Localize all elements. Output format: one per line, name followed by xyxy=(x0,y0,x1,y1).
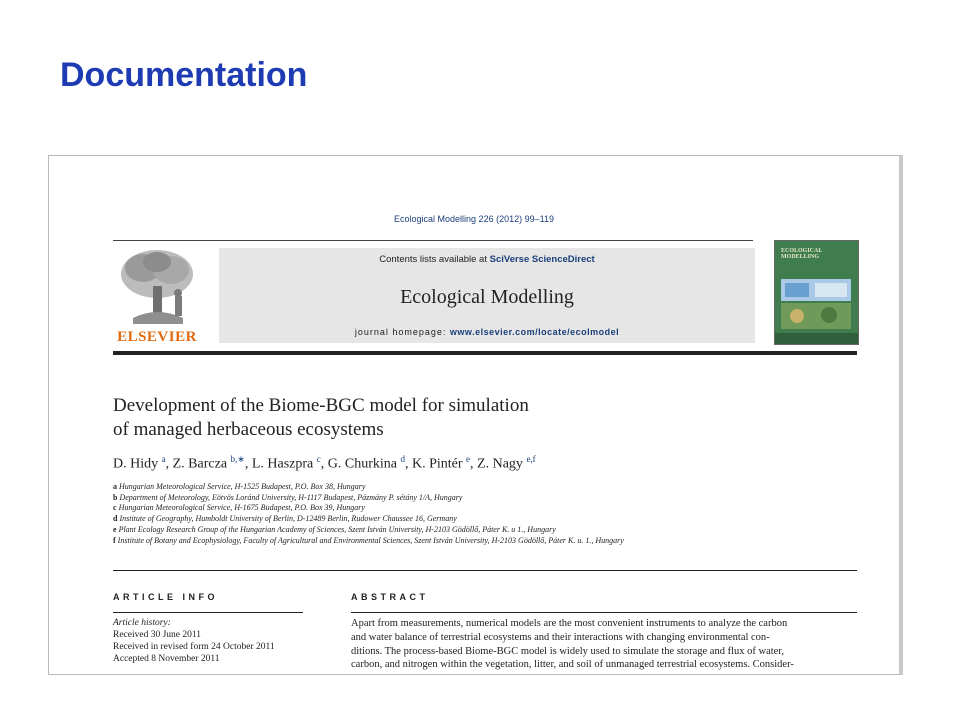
author-affiliation-marker[interactable]: c xyxy=(316,454,321,464)
journal-banner xyxy=(219,248,755,343)
abstract-line: ditions. The process-based Biome-BGC model is widely used to simulate the storage and flux of water, xyxy=(351,645,785,657)
journal-reference: Ecological Modelling 226 (2012) 99–119 xyxy=(394,214,554,224)
abstract-rule xyxy=(351,612,857,613)
author-affiliation-marker[interactable]: b,∗ xyxy=(230,454,245,464)
sciencedirect-link[interactable]: SciVerse ScienceDirect xyxy=(489,254,595,265)
publisher-logo-text: ELSEVIER xyxy=(117,329,197,345)
journal-cover-image xyxy=(774,240,859,345)
author-name[interactable]: L. Haszpra xyxy=(251,456,314,472)
author-affiliation-marker[interactable]: a xyxy=(161,454,166,464)
affiliations xyxy=(113,482,833,546)
affiliation-item: b Department of Meteorology, Eötvös Loránd University, H-1117 Budapest, Pázmány P. sétány 1/A, Hungary xyxy=(113,492,463,502)
header-rule xyxy=(113,240,753,241)
author-name[interactable]: Z. Barcza xyxy=(172,456,228,472)
elsevier-logo xyxy=(113,246,201,346)
author-list: D. Hidy $^a$, Z. Barcza $^{b,∗}$, L. Haszpra $^c$, G. Churkina $^d$, K. Pintér $^e$, Z. Nagy $^{e,f}$ xyxy=(113,454,536,472)
article-history xyxy=(113,617,313,665)
affiliation-item: d Institute of Geography, Humboldt University of Berlin, D-12489 Berlin, Rudower Chaussee 16, Germany xyxy=(113,514,457,524)
affiliation-item: e Plant Ecology Research Group of the Hungarian Academy of Sciences, Szent István University, H-2103 Gödöllő, Páter K. u 1., Hungary xyxy=(113,524,556,534)
banner-bottom-rule xyxy=(113,351,857,355)
affiliation-item: c Hungarian Meteorological Service, H-1675 Budapest, P.O. Box 39, Hungary xyxy=(113,503,365,513)
paper-title-line-1: Development of the Biome-BGC model for simulation xyxy=(113,395,529,416)
history-accepted: Accepted 8 November 2011 xyxy=(113,654,220,664)
paper-screenshot xyxy=(48,155,903,675)
affiliation-item: a Hungarian Meteorological Service, H-1525 Budapest, P.O. Box 38, Hungary xyxy=(113,482,366,491)
paper-title-line-2: of managed herbaceous ecosystems xyxy=(113,419,384,440)
affiliation-item: f Institute of Botany and Ecophysiology, Faculty of Agricultural and Environmental Sciences, Szent István University, H-2103 Gödöllő, Páter K. u. 1., Hungary xyxy=(113,535,624,545)
abstract-line: and water balance of terrestrial ecosystems and their interactions with changing environmental con- xyxy=(351,631,770,643)
homepage-url-link[interactable]: www.elsevier.com/locate/ecolmodel xyxy=(449,327,620,337)
author-affiliation-marker[interactable]: d xyxy=(400,454,405,464)
abstract-text xyxy=(351,617,857,672)
journal-homepage-line xyxy=(219,327,755,337)
slide-title: Documentation xyxy=(60,56,308,94)
abstract-heading: ABSTRACT xyxy=(351,592,429,602)
author-affiliation-marker[interactable]: e xyxy=(466,454,471,464)
journal-name: Ecological Modelling xyxy=(400,286,574,308)
contents-prefix: Contents lists available at xyxy=(379,254,490,265)
cover-title: ECOLOGICAL MODELLING xyxy=(781,248,823,260)
abstract-line: Apart from measurements, numerical models are the most convenient instruments to analyze the carbon xyxy=(351,618,788,629)
section-divider xyxy=(113,570,857,571)
history-label: Article history: xyxy=(113,618,171,628)
author-name[interactable]: D. Hidy xyxy=(113,456,159,472)
abstract-line: carbon, and nitrogen within the vegetation, litter, and soil of unmanaged terrestrial ecosystems. Consider- xyxy=(351,659,794,671)
history-revised: Received in revised form 24 October 2011 xyxy=(113,642,275,652)
paper-title xyxy=(113,394,733,442)
author-name[interactable]: Z. Nagy xyxy=(477,456,523,472)
contents-line xyxy=(219,254,755,265)
author-name[interactable]: G. Churkina xyxy=(327,456,397,472)
article-info-heading: ARTICLE INFO xyxy=(113,592,218,602)
homepage-prefix: journal homepage: xyxy=(354,327,450,337)
history-received: Received 30 June 2011 xyxy=(113,630,202,640)
elsevier-tree-icon xyxy=(113,246,201,326)
author-name[interactable]: K. Pintér xyxy=(411,456,463,472)
author-affiliation-marker[interactable]: e,f xyxy=(526,454,536,464)
article-info-rule xyxy=(113,612,303,613)
